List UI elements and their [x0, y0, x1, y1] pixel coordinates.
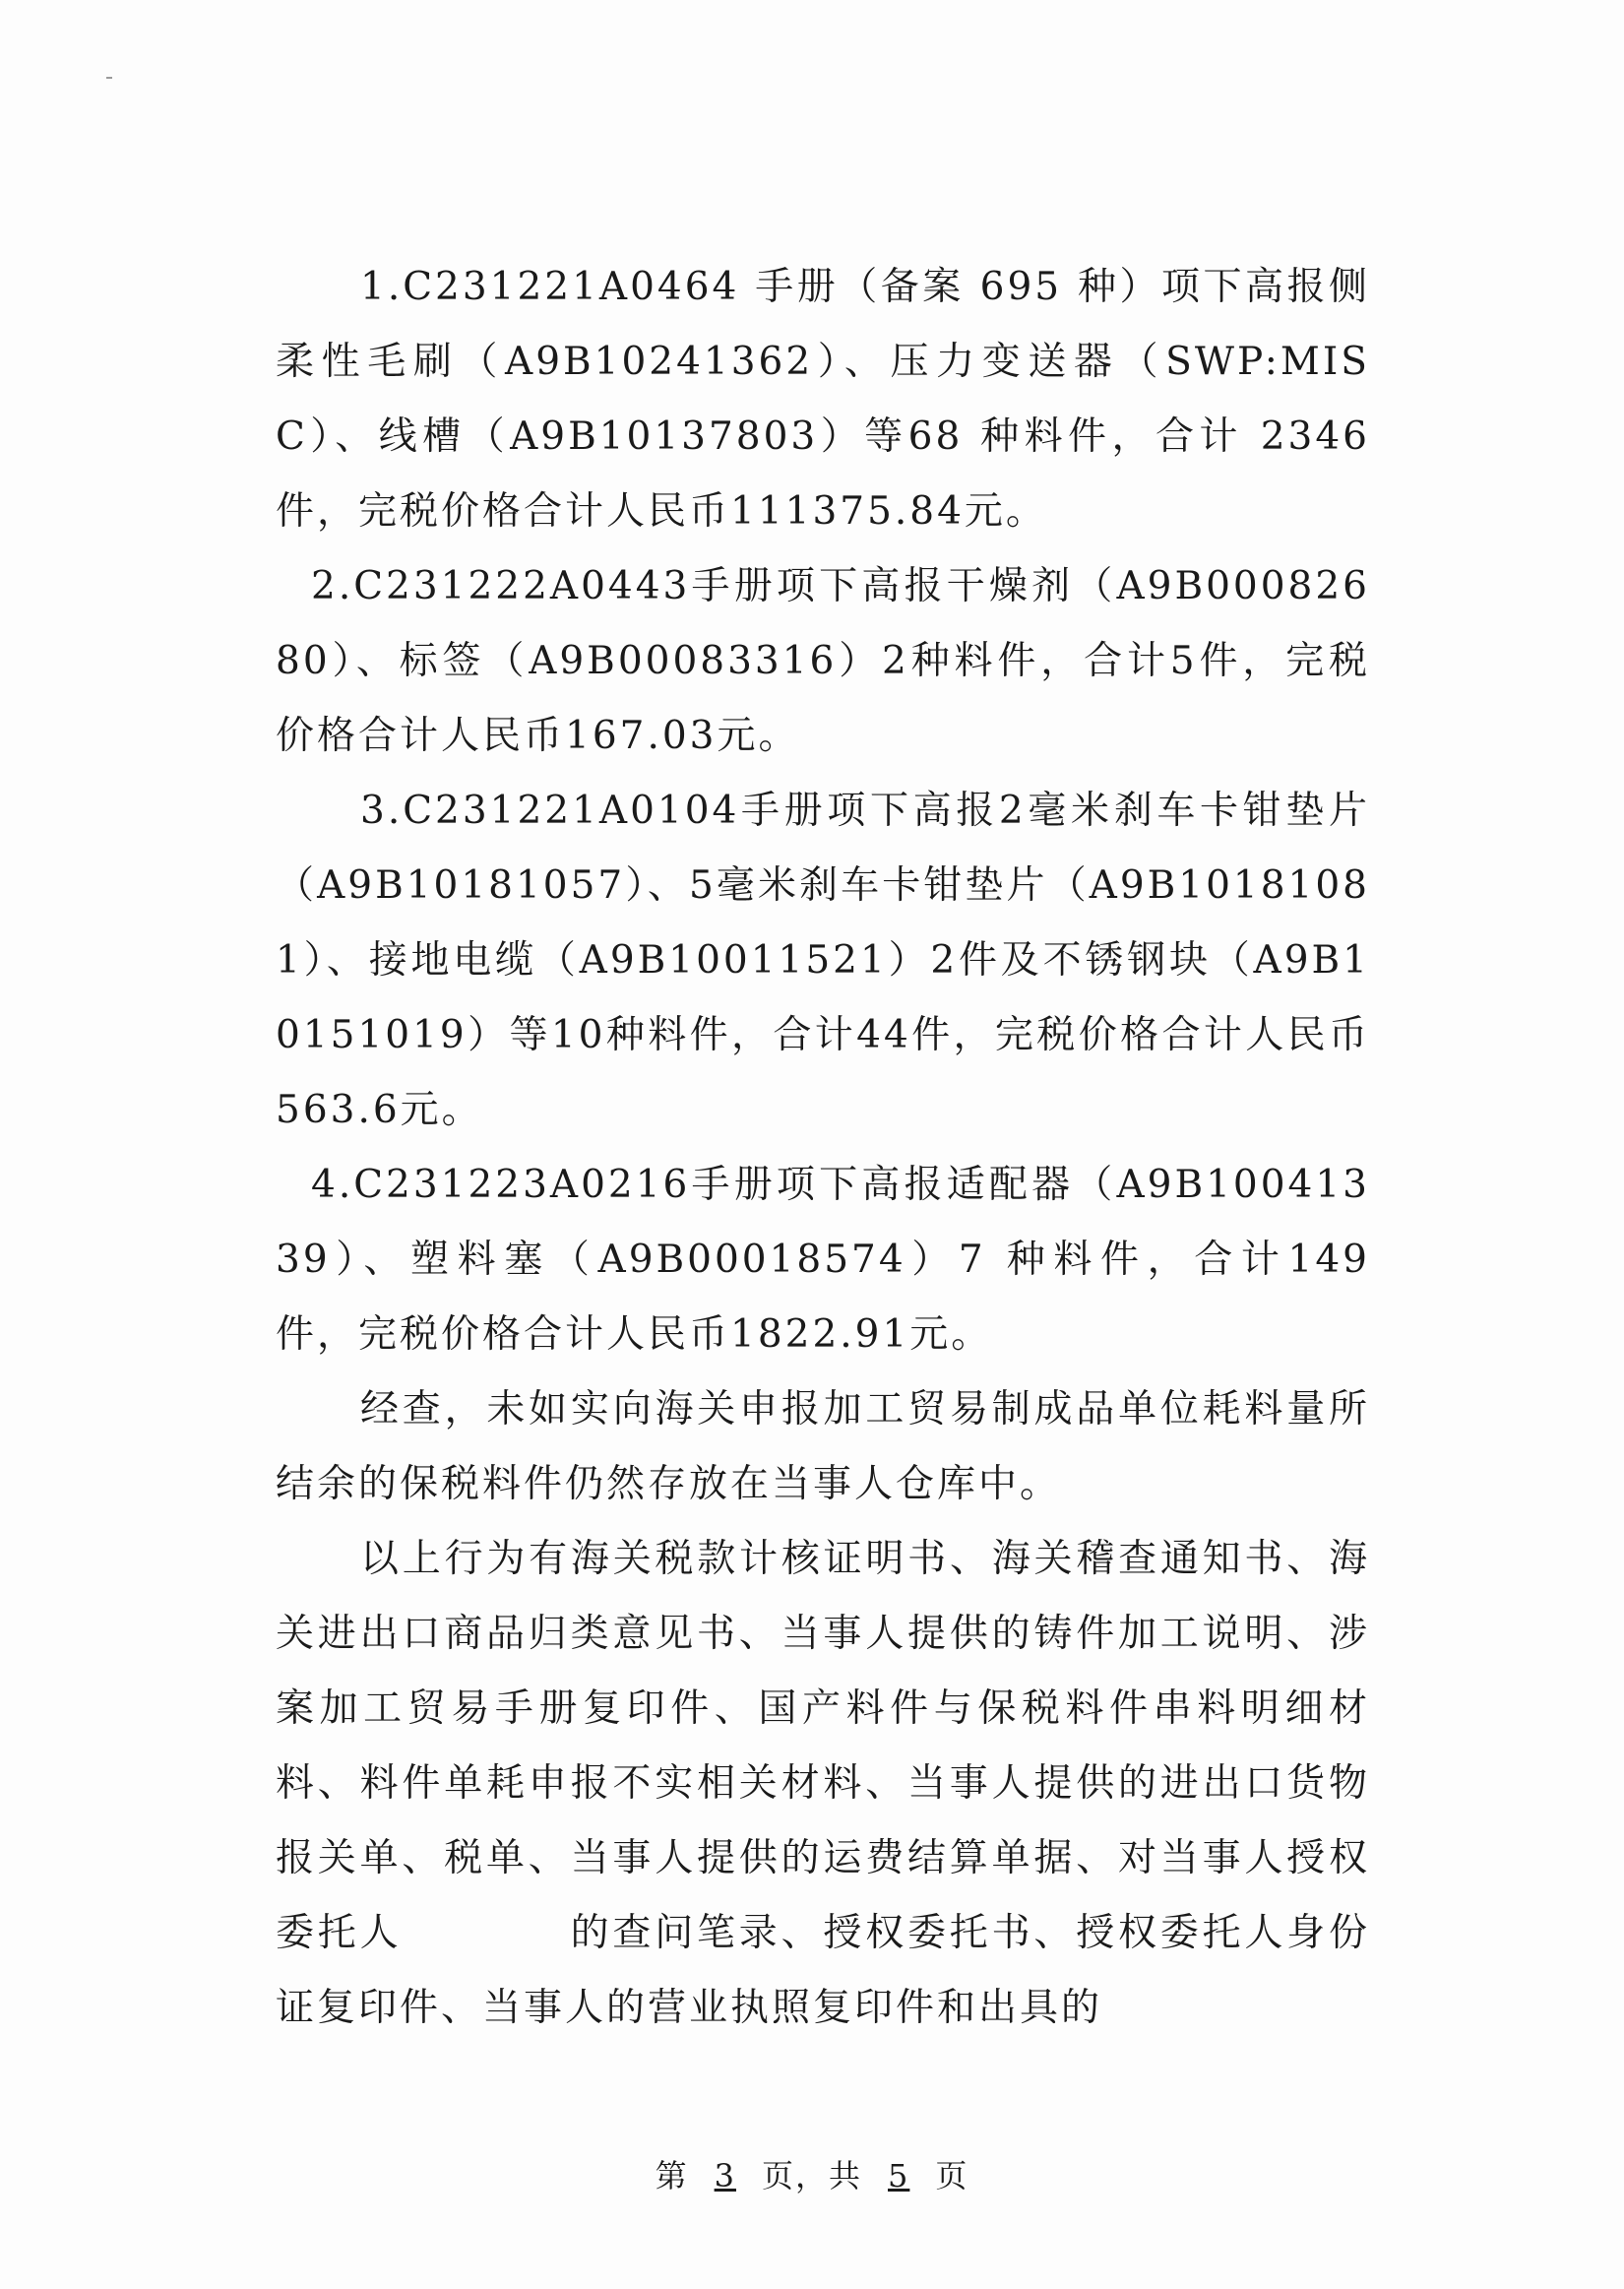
paragraph-item-2: 2.C231222A0443手册项下高报干燥剂（A9B00082680）、标签（A9B00083316）2种料件，合计5件，完税价格合计人民币167.03元。: [276, 564, 1370, 758]
paragraph-item-1: 1.C231221A0464 手册（备案 695 种）项下高报侧柔性毛刷（A9B10241362）、压力变送器（SWP:MISC）、线槽（A9B10137803）等68 种料件，合计 2346 件，完税价格合计人民币111375.84元。: [276, 265, 1370, 534]
paragraph-finding: 经查，未如实向海关申报加工贸易制成品单位耗料量所结余的保税料件仍然存放在当事人仓库中。: [276, 1387, 1370, 1506]
footer-mid: 页，共: [761, 2157, 862, 2194]
footer-total-pages: 5: [888, 2157, 910, 2194]
page-footer: [0, 2156, 1624, 2195]
scan-speck: [106, 77, 112, 79]
paragraph-evidence: 以上行为有海关税款计核证明书、海关稽查通知书、海关进出口商品归类意见书、当事人提供的铸件加工说明、涉案加工贸易手册复印件、国产料件与保税料件串料明细材料、料件单耗申报不实相关材料、当事人提供的进出口货物报关单、税单、当事人提供的运费结算单据、对当事人授权委托人 的查问笔录、授权委托书、授权委托人身份证复印件、当事人的营业执照复印件和出具的: [276, 1537, 1370, 2030]
document-body: [276, 250, 1370, 2046]
paragraph-item-4: 4.C231223A0216手册项下高报适配器（A9B10041339）、塑料塞（A9B00018574）7 种料件，合计149 件，完税价格合计人民币1822.91元。: [276, 1163, 1370, 1357]
footer-prefix: 第: [655, 2157, 689, 2194]
footer-page-number: 3: [714, 2157, 736, 2194]
footer-suffix: 页: [935, 2157, 969, 2194]
paragraph-item-3: 3.C231221A0104手册项下高报2毫米刹车卡钳垫片（A9B10181057）、5毫米刹车卡钳垫片（A9B10181081）、接地电缆（A9B10011521）2件及不锈钢块（A9B10151019）等10种料件，合计44件，完税价格合计人民币563.6元。: [276, 789, 1370, 1132]
